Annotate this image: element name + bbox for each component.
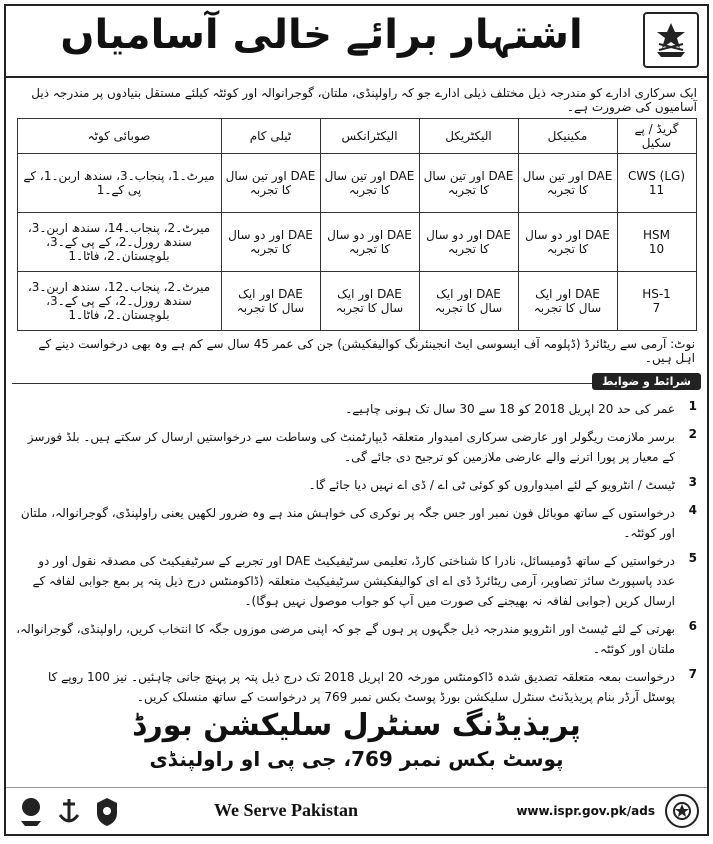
advertisement-page xyxy=(4,4,709,836)
note-text: نوٹ: آرمی سے ریٹائرڈ (ڈپلومہ آف ایسوسی ایٹ انجینئرنگ کوالیفکیشن) جن کی عمر 45 سال سے کم ہے وہ بھی درخواست دینے کے اہل ہیں۔ xyxy=(38,337,695,365)
list-item xyxy=(16,619,697,659)
header-telecom: ٹیلی کام xyxy=(221,119,320,154)
ispr-seal-icon xyxy=(665,794,699,828)
navy-emblem-icon xyxy=(54,794,84,828)
emblems-group xyxy=(16,794,122,828)
terms-heading-bar xyxy=(12,373,701,393)
quota-cell: میرٹ۔2، پنجاب۔14، سندھ اربن۔3، سندھ رورل۔2، کے پی کے۔3، بلوچستان۔2، فاٹا۔1 xyxy=(17,213,221,272)
table-header-row xyxy=(17,119,696,154)
grade-scale: 10 xyxy=(648,242,665,256)
electrical-cell: DAE اور تین سال کا تجربہ xyxy=(419,154,518,213)
grade-cell xyxy=(617,272,696,331)
header-grade: گریڈ / پے سکیل xyxy=(617,119,696,154)
term-text: بھرتی کے لئے ٹیسٹ اور انٹرویو مندرجہ ذیل جگہوں پر ہوں گے جو کہ اپنی مرضی موزوں جگہ کا انتخاب کریں، راولپنڈی، گوجرانوالہ، ملتان اور کوئٹہ۔ xyxy=(16,622,675,656)
header-quota: صوبائی کوٹہ xyxy=(17,119,221,154)
quota-cell: میرٹ۔1، پنجاب۔3، سندھ اربن۔1، کے پی کے۔1 xyxy=(17,154,221,213)
table-row xyxy=(17,213,696,272)
term-text: درخواستوں کے ساتھ موبائل فون نمبر اور جس جگہ پر نوکری کی خواہش مند ہے وہ ضرور لکھیں یعنی راولپنڈی، گوجرانوالہ، ملتان اور کوئٹہ۔ xyxy=(20,506,675,540)
telecom-cell: DAE اور تین سال کا تجربہ xyxy=(221,154,320,213)
grade-scale: 11 xyxy=(648,183,665,197)
list-item xyxy=(16,427,697,467)
mechanical-cell: DAE اور دو سال کا تجربہ xyxy=(518,213,617,272)
vacancies-table xyxy=(17,118,697,331)
header-electronics: الیکٹرانکس xyxy=(320,119,419,154)
grade-name: CWS (LG) xyxy=(627,169,686,183)
list-item xyxy=(16,399,697,419)
term-number: 5 xyxy=(688,551,697,565)
term-number: 1 xyxy=(688,399,697,413)
grade-scale: 7 xyxy=(652,301,661,315)
army-emblem-icon xyxy=(16,794,46,828)
list-item xyxy=(16,475,697,495)
grade-name: HSM xyxy=(643,228,670,242)
army-crest-icon xyxy=(643,12,699,68)
telecom-cell: DAE اور دو سال کا تجربہ xyxy=(221,213,320,272)
term-text: درخواستیں کے ساتھ ڈومیسائل، نادرا کا شناختی کارڈ، تعلیمی سرٹیفیکیٹ DAE اور تجربے کے سرٹیفیکیٹ کی مصدقہ نقول اور دو عدد پاسپورٹ سائز تصاویر، آرمی ریٹائرڈ ڈی اے ای کوالیفکیشن سرٹیفیکیٹ متعلقہ (ڈاکومنٹس درج ذیل پتہ پر بمع جوابی لفافہ کے ارسال کریں (جوابی لفافہ نہ بھیجنے کی صورت میں آپ کو جواب موصول نہیں ہوگا)۔ xyxy=(32,554,675,608)
telecom-cell: DAE اور ایک سال کا تجربہ xyxy=(221,272,320,331)
header-mechanical: مکینیکل xyxy=(518,119,617,154)
grade-cell xyxy=(617,213,696,272)
term-number: 6 xyxy=(688,619,697,633)
table-row xyxy=(17,272,696,331)
electrical-cell: DAE اور دو سال کا تجربہ xyxy=(419,213,518,272)
electrical-cell: DAE اور ایک سال کا تجربہ xyxy=(419,272,518,331)
term-text: درخواست بمعہ متعلقہ تصدیق شدہ ڈاکومنٹس مورخہ 20 اپریل 2018 تک درج ذیل پتہ پر پہنچ جانی چاہئیں۔ نیز 100 روپے کا پوسٹل آرڈر بنام پریذیڈنٹ سنٹرل سلیکشن بورڈ پوسٹ بکس نمبر 769 پر درخواست کے ساتھ منسلک کریں۔ xyxy=(47,670,675,704)
term-number: 3 xyxy=(688,475,697,489)
board-name: پریذیڈنگ سنٹرل سلیکشن بورڈ xyxy=(132,708,581,743)
footer xyxy=(6,787,707,834)
terms-heading: شرائط و ضوابط xyxy=(592,373,701,390)
term-number: 2 xyxy=(688,427,697,441)
list-item xyxy=(16,503,697,543)
header-electrical: الیکٹریکل xyxy=(419,119,518,154)
grade-cell xyxy=(617,154,696,213)
footer-url[interactable]: www.ispr.gov.pk/ads xyxy=(516,804,655,818)
term-text: برسر ملازمت ریگولر اور عارضی سرکاری امیدوار متعلقہ ڈیپارٹمنٹ کی وساطت سے درخواستیں ارسال کر سکتے ہیں۔ بلڈ فورسز کے معیار پر پورا اترنے والے عارضی ملازمین کو ترجیح دی جائے گی۔ xyxy=(27,430,675,464)
board-block xyxy=(6,708,707,771)
air-force-emblem-icon xyxy=(92,794,122,828)
mechanical-cell: DAE اور تین سال کا تجربہ xyxy=(518,154,617,213)
term-text: عمر کی حد 20 اپریل 2018 کو 18 سے 30 سال تک ہونی چاہیے۔ xyxy=(345,402,675,416)
electronics-cell: DAE اور تین سال کا تجربہ xyxy=(320,154,419,213)
mechanical-cell: DAE اور ایک سال کا تجربہ xyxy=(518,272,617,331)
table-row xyxy=(17,154,696,213)
quota-cell: میرٹ۔2، پنجاب۔12، سندھ اربن۔3، سندھ رورل۔2، کے پی کے۔3، بلوچستان۔2، فاٹا۔1 xyxy=(17,272,221,331)
header xyxy=(6,6,707,78)
page-title: اشتہار برائے خالی آسامیاں xyxy=(60,12,583,58)
list-item xyxy=(16,667,697,707)
terms-list xyxy=(16,399,697,707)
list-item xyxy=(16,551,697,611)
term-number: 7 xyxy=(688,667,697,681)
electronics-cell: DAE اور دو سال کا تجربہ xyxy=(320,213,419,272)
footer-motto: We Serve Pakistan xyxy=(214,800,358,820)
board-address: پوسٹ بکس نمبر 769، جی پی او راولپنڈی xyxy=(149,747,564,771)
grade-name: HS-1 xyxy=(642,287,671,301)
intro-text: ایک سرکاری ادارے کو مندرجہ ذیل مختلف ذیلی ادارے جو کہ راولپنڈی، ملتان، گوجرانوالہ اور کوئٹہ کیلئے مستقل بنیادوں پر مندرجہ ذیل آسامیوں کی ضرورت ہے۔ xyxy=(31,86,697,114)
electronics-cell: DAE اور ایک سال کا تجربہ xyxy=(320,272,419,331)
term-number: 4 xyxy=(688,503,697,517)
term-text: ٹیسٹ / انٹرویو کے لئے امیدواروں کو کوئی ٹی اے / ڈی اے نہیں دیا جائے گا۔ xyxy=(308,478,675,492)
